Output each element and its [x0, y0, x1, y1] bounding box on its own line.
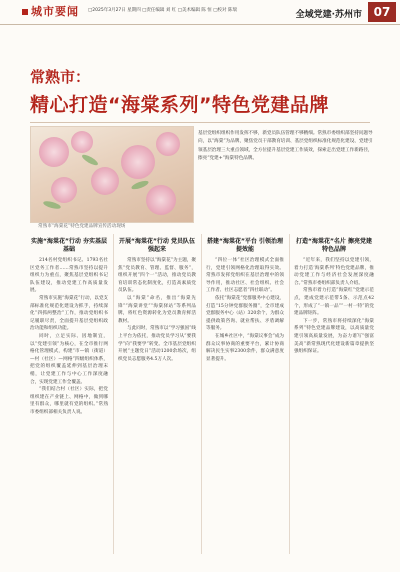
logo-text: 城市要闻 [31, 5, 79, 18]
section-title: 全域党建·苏州市 [295, 10, 362, 20]
paragraph: 与此同时，常熟市以“学习强国”线上平台为依托，推动党员学习从“要我学”向“我要学”转变。全市基层党组织开展“主题党日”活动1200余场次，组织党员志愿服务4.5万人次。 [118, 326, 196, 362]
logo-mark-icon [22, 9, 28, 15]
body-column-3 [206, 234, 284, 566]
paragraph: 常熟市着力打造“海棠红”党建示范点，建成党建示范带5条、示范点42个，形成了“一镇一品”“一村一特”的党建品牌矩阵。 [294, 288, 374, 317]
paragraph: 以“海棠”命名，推出“海棠先锋”“海棠讲堂”“海棠驿站”等系列品牌，将红色资源转化为党员教育鲜活教材。 [118, 295, 196, 324]
paragraph: 同时，立足实际、因地制宜，以“党建引领”为核心，在全市推行网格化管理模式，构建“市—镇（街道）—村（社区）—网格”四级组织体系，把党的组织覆盖延伸到基层治理末梢，让党建工作与中心工作深度融合，实现党建工作全覆盖。 [30, 333, 108, 385]
article-photo [30, 126, 194, 223]
paragraph: “四位一体”社区治理模式全面推行，党建引领网格化治理取得实效。常熟市发挥党组织在基层治理中的领导作用，推动社区、社会组织、社会工作者、社区志愿者“四社联动”。 [206, 258, 284, 294]
paragraph: 常熟市坚持以“海棠花”为主题，聚焦“党员教育、管理、监督、服务”，组织开展“四个一”活动，推动党员教育培训常态化制度化，打造高素质党员队伍。 [118, 258, 196, 294]
subheading-2: 开展“海棠花”行动 党员队伍强起来 [119, 238, 195, 253]
paragraph: 214名村党组织书记、1793名社区党务工作者……常熟市坚持以提升组织力为重点，聚焦基层党组织书记队伍建设，推动党建工作高质量发展。 [30, 258, 108, 294]
body-column-4 [294, 234, 374, 566]
article-lead: 基层党组织组织作用发挥不够，新党员队伍管理不够精细。常熟市委组织部坚持问题导向，以“海棠”为品牌，聚焦党员干部教育培训、基层党组织标准化规范化建设、党建引领基层治理三大重点领域，全方位提升基层党建工作质效，探索走出党建工作新路径，擦亮“党建+”海棠特色品牌。 [198, 131, 373, 162]
page-header [0, 0, 400, 25]
paragraph: “我们结合村（社区）实际，把党组织建在产业链上、网格中，做到哪里有群众，哪里就有党的组织。”常熟市委组织部相关负责人说。 [30, 387, 108, 415]
photo-caption: 常熟市“海棠花”特色党建品牌宣传活动现场 [38, 224, 126, 229]
page-number-badge: 07 [368, 2, 396, 22]
subheading-1: 实施“海棠花”行动 夯实基层基础 [31, 238, 107, 253]
body-column-2 [118, 234, 196, 566]
column-divider [289, 234, 290, 554]
newspaper-logo [22, 3, 79, 19]
subheading-4: 打造“海棠花”名片 擦亮党建特色品牌 [296, 238, 372, 253]
paragraph: 在城乡社区中，“海棠议事会”成为群众议事协商的重要平台，累计协商解决民生实事2300余件，群众满意度显著提升。 [206, 333, 284, 362]
paragraph: 常熟市实施“海棠花”行动，以党支部标准化规范化建设为抓手，持续深化“四抓两整治”工作，推动党组织书记履职尽责，全面提升基层党组织政治功能和组织功能。 [30, 295, 108, 332]
subheading-3: 搭建“海棠花”平台 引领治理提效能 [207, 238, 283, 253]
headline-rule [30, 122, 370, 123]
paragraph: “近年来，我们坚持以党建引领，着力打造‘海棠系列’特色党建品牌，推动党建工作与经济社会发展深度融合。”常熟市委组织部负责人介绍。 [294, 258, 374, 286]
column-divider [113, 234, 114, 554]
paragraph: 依托“海棠花”党群服务中心建设，打造“15分钟党群服务圈”，全市建成党群服务中心（站）320余个，为群众提供政策咨询、就业帮扶、矛盾调解等服务。 [206, 295, 284, 332]
publication-info: □2025年3月27日 星期四 □责任编辑 刘 红 □美术编辑 陈 恒 □校对 陈瑞 [88, 8, 237, 13]
article-headline: 精心打造“海棠系列”特色党建品牌 [30, 94, 329, 116]
column-divider [201, 234, 202, 554]
paragraph: 下一步，常熟市将持续深化“海棠系列”特色党建品牌建设，以高质量党建引领高质量发展，为奋力谱写“强富美高”新常熟现代化建设新篇章提供坚强组织保证。 [294, 318, 374, 355]
article-kicker: 常熟市： [30, 68, 91, 86]
body-column-1 [30, 234, 108, 566]
article-body [30, 234, 374, 566]
